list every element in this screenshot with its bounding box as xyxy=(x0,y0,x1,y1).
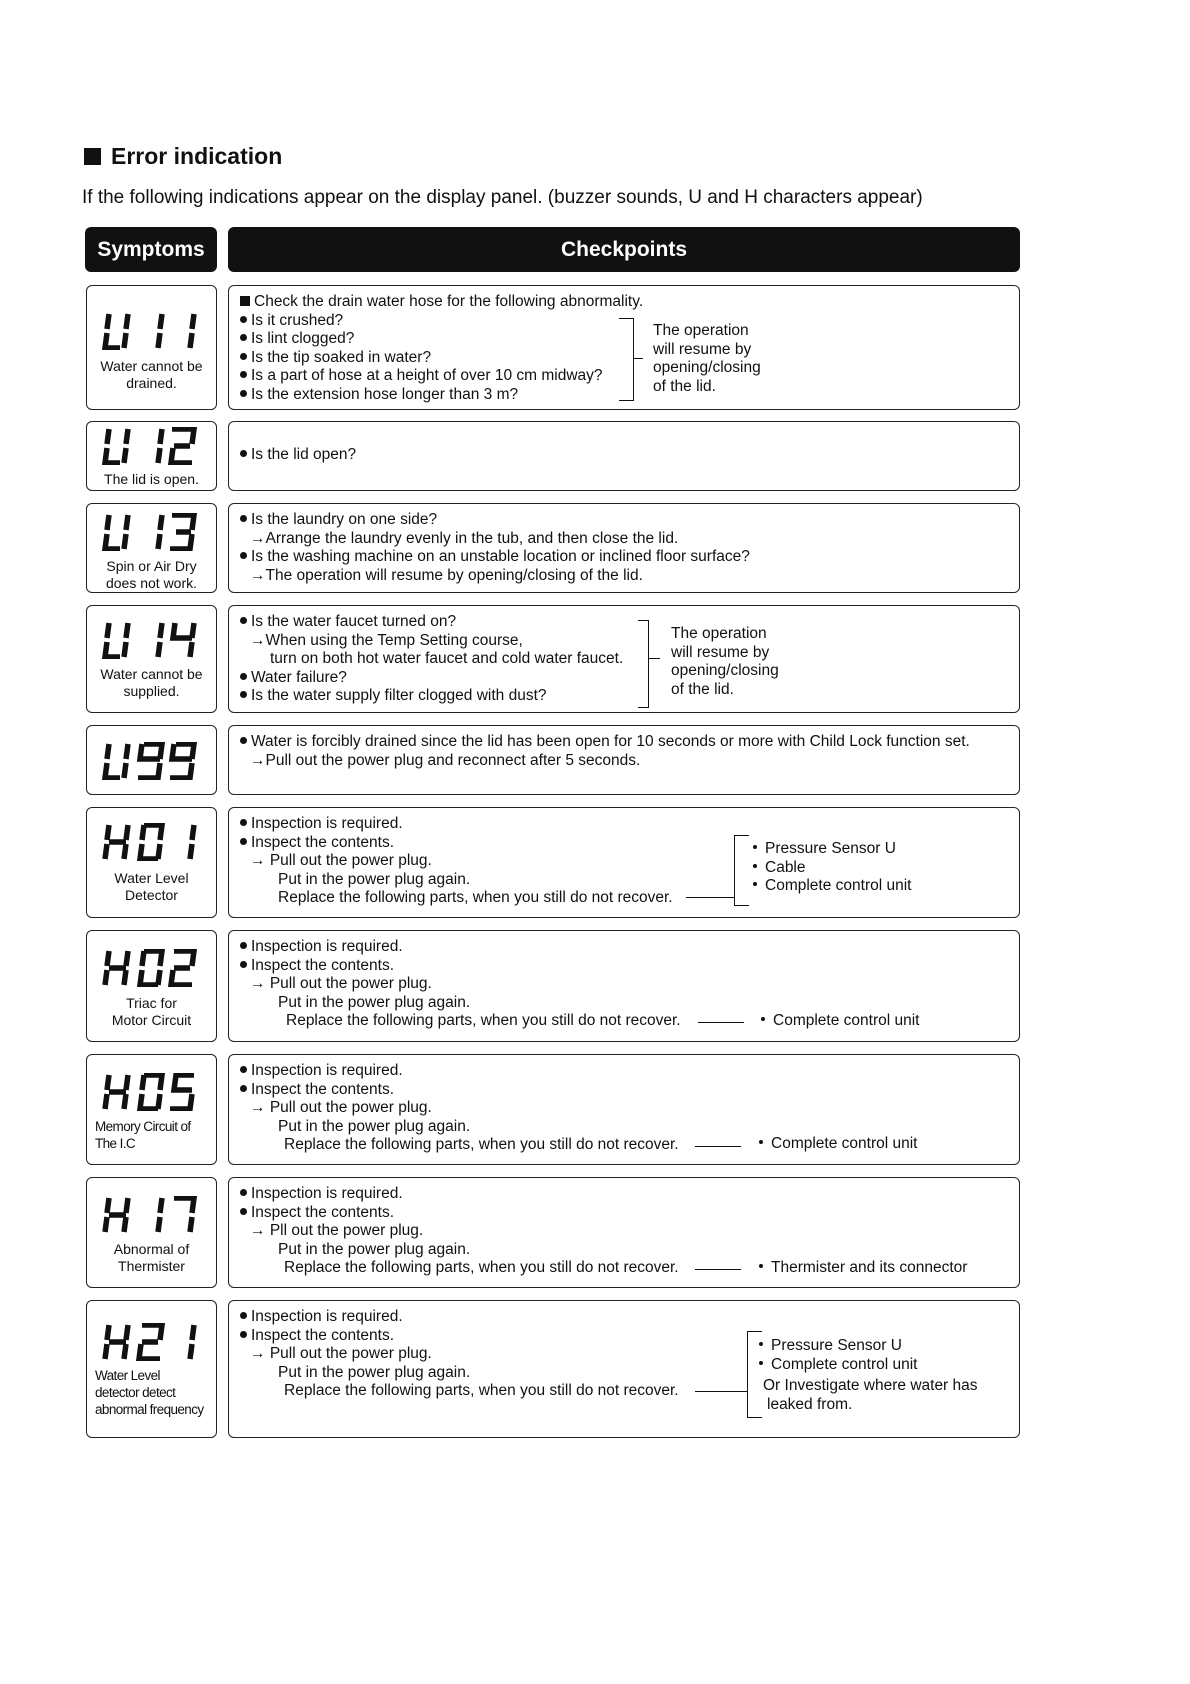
connector-line xyxy=(695,1391,747,1392)
connector-line xyxy=(648,658,660,659)
checkpoint-cell-u14 xyxy=(228,605,1020,713)
symptom-cell-h05 xyxy=(86,1054,217,1165)
bullet-icon xyxy=(759,1140,763,1144)
bullet-icon xyxy=(240,1189,247,1196)
checkpoints-header: Checkpoints xyxy=(228,227,1020,272)
black-square-icon xyxy=(84,148,101,165)
connector-line xyxy=(698,1022,744,1023)
bullet-icon xyxy=(759,1361,763,1365)
symptom-cell-u99 xyxy=(86,725,217,795)
symptom-description: Water Level Detector xyxy=(114,870,189,903)
checkpoint-lines: Is the water faucet turned on? →When using the Temp Setting course, turn on both hot water faucet and cold water faucet. Water failure? Is the water supply filter clogged with dust? xyxy=(240,613,623,706)
bullet-icon xyxy=(240,552,247,559)
checkpoint-cell-h05 xyxy=(228,1054,1020,1165)
bullet-icon xyxy=(240,450,247,457)
bullet-icon xyxy=(240,1085,247,1092)
bullet-icon xyxy=(240,961,247,968)
bullet-icon xyxy=(240,371,247,378)
segment-display-h21 xyxy=(87,1323,216,1361)
segment-display-h01 xyxy=(87,823,216,861)
bullet-icon xyxy=(753,882,757,886)
bullet-icon xyxy=(240,334,247,341)
symptom-description: Abnormal of Thermister xyxy=(113,1241,190,1274)
symptom-cell-u13 xyxy=(86,503,217,593)
connector-line xyxy=(686,897,734,898)
bullet-icon xyxy=(240,1331,247,1338)
bullet-icon xyxy=(240,673,247,680)
symptoms-header: Symptoms xyxy=(85,227,217,272)
arrow-right-icon: → xyxy=(250,1099,270,1117)
bullet-icon xyxy=(240,353,247,360)
bullet-icon xyxy=(240,1066,247,1073)
connector-line xyxy=(695,1269,741,1270)
bullet-icon xyxy=(240,691,247,698)
section-title xyxy=(84,143,282,170)
bullet-icon xyxy=(240,1208,247,1215)
bullet-icon xyxy=(240,1312,247,1319)
checkpoint-cell-u12 xyxy=(228,421,1020,491)
checkpoint-cell-h17 xyxy=(228,1177,1020,1288)
parts-list: Pressure Sensor U Cable Complete control unit xyxy=(753,840,911,896)
checkpoint-cell-h02 xyxy=(228,930,1020,1042)
parts-list: Complete control unit xyxy=(761,1012,919,1031)
connector-line xyxy=(695,1146,741,1147)
checkpoint-cell-u13 xyxy=(228,503,1020,593)
checkpoint-lines: Inspection is required. Inspect the contents. → Pull out the power plug. Put in the power plug again. Replace the following parts, when you still do not recover. xyxy=(240,815,673,908)
parts-list: Pressure Sensor U Complete control unit Or Investigate where water has leaked from. xyxy=(759,1337,978,1414)
checkpoint-lines: Inspection is required. Inspect the contents. → Pull out the power plug. Put in the power plug again. Replace the following parts, when you still do not recover. xyxy=(240,938,681,1031)
symptom-cell-u12 xyxy=(86,421,217,491)
checkpoint-lines: Check the drain water hose for the following abnormality. Is it crushed? Is lint clogged? Is the tip soaked in water? Is a part of hose at a height of over 10 cm midway? Is the extension hose longer than 3 m? xyxy=(240,293,643,405)
bullet-icon xyxy=(240,838,247,845)
arrow-right-icon: → xyxy=(250,852,270,870)
black-square-icon xyxy=(240,296,250,306)
checkpoint-cell-h21 xyxy=(228,1300,1020,1438)
bullet-icon xyxy=(240,942,247,949)
segment-display-u99 xyxy=(87,742,216,780)
checkpoint-lines: Is the laundry on one side? →Arrange the laundry evenly in the tub, and then close the lid. Is the washing machine on an unstable location or inclined floor surface? →The operation will resume by opening/closing of the lid. xyxy=(240,511,750,585)
symptom-description: Triac for Motor Circuit xyxy=(111,995,192,1028)
bullet-icon xyxy=(759,1342,763,1346)
bullet-icon xyxy=(240,819,247,826)
bullet-icon xyxy=(753,845,757,849)
segment-display-u14 xyxy=(87,621,216,659)
resume-note: The operation will resume by opening/closing of the lid. xyxy=(671,625,779,698)
symptom-cell-u14 xyxy=(86,605,217,713)
symptom-cell-h21 xyxy=(86,1300,217,1438)
intro-text: If the following indications appear on the display panel. (buzzer sounds, U and H characters appear) xyxy=(82,187,923,208)
segment-display-u12 xyxy=(87,427,216,465)
symptom-description: Water Level detector detect abnormal frequency xyxy=(95,1368,204,1417)
symptom-description: Memory Circuit of The I.C xyxy=(95,1119,191,1151)
checkpoint-lines: Inspection is required. Inspect the contents. → Pll out the power plug. Put in the power plug again. Replace the following parts, when you still do not recover. xyxy=(240,1185,679,1278)
checkpoint-cell-h01 xyxy=(228,807,1020,918)
segment-display-u13 xyxy=(87,513,216,551)
symptom-description: The lid is open. xyxy=(104,471,199,487)
bullet-icon xyxy=(240,515,247,522)
segment-display-h17 xyxy=(87,1196,216,1234)
resume-note: The operation will resume by opening/closing of the lid. xyxy=(653,322,761,395)
bracket-line xyxy=(638,620,649,708)
parts-list: Thermister and its connector xyxy=(759,1259,967,1278)
bracket-line xyxy=(619,318,634,401)
parts-list: Complete control unit xyxy=(759,1135,917,1154)
arrow-right-icon: → xyxy=(250,1222,270,1240)
connector-line xyxy=(633,358,643,359)
checkpoint-lines: Water is forcibly drained since the lid has been open for 10 seconds or more with Child Lock function set. →Pull out the power plug and reconnect after 5 seconds. xyxy=(240,733,970,770)
arrow-right-icon: → xyxy=(250,975,270,993)
checkpoint-cell-u11 xyxy=(228,285,1020,410)
bullet-icon xyxy=(240,316,247,323)
symptom-cell-h01 xyxy=(86,807,217,918)
section-title-text: Error indication xyxy=(111,143,283,169)
checkpoint-lines: Inspection is required. Inspect the contents. → Pull out the power plug. Put in the power plug again. Replace the following parts, when you still do not recover. xyxy=(240,1308,679,1401)
bullet-icon xyxy=(753,864,757,868)
bullet-icon xyxy=(759,1264,763,1268)
bracket-line xyxy=(734,835,749,906)
bullet-icon xyxy=(240,390,247,397)
bullet-icon xyxy=(761,1017,765,1021)
symptom-cell-h02 xyxy=(86,930,217,1042)
symptom-cell-h17 xyxy=(86,1177,217,1288)
symptom-cell-u11 xyxy=(86,285,217,410)
arrow-right-icon: → xyxy=(250,1345,270,1363)
segment-display-h05 xyxy=(87,1073,216,1111)
symptom-description: Water cannot be supplied. xyxy=(100,666,203,699)
symptom-description: Water cannot be drained. xyxy=(100,358,203,391)
symptom-description: Spin or Air Dry does not work. xyxy=(105,558,198,591)
segment-display-h02 xyxy=(87,949,216,987)
checkpoint-cell-u99 xyxy=(228,725,1020,795)
bullet-icon xyxy=(240,737,247,744)
checkpoint-lines: Is the lid open? xyxy=(240,446,356,465)
checkpoint-lines: Inspection is required. Inspect the contents. → Pull out the power plug. Put in the power plug again. Replace the following parts, when you still do not recover. xyxy=(240,1062,679,1155)
bullet-icon xyxy=(240,617,247,624)
segment-display-u11 xyxy=(87,312,216,350)
